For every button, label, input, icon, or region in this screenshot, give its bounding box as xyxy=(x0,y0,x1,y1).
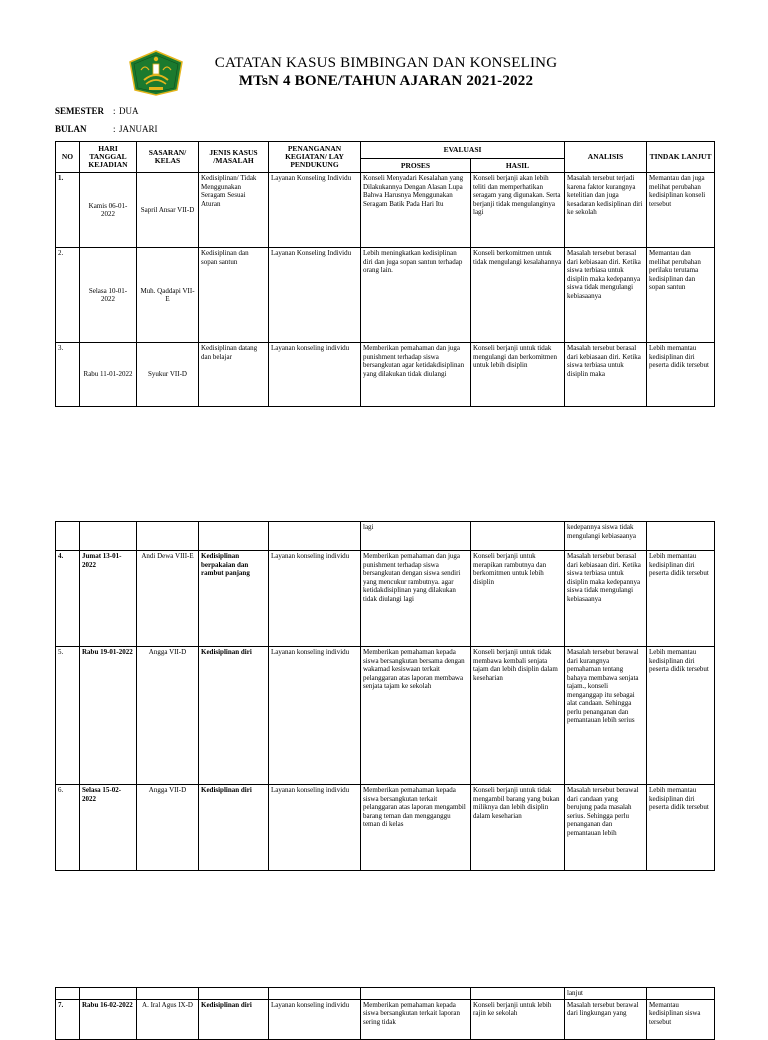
cell-hari: Rabu 16-02-2022 xyxy=(80,999,137,1039)
cell-tindak: Memantau dan melihat perubahan perilaku terutama kedisiplinan dan sopan santun xyxy=(647,248,715,343)
cell-analisis: Masalah tersebut berawal dari kurangnya pemahaman tentang bahaya membawa senjata tajam., konseli menganggap itu sebagai alat candaan. Sehingga perlu penanganan dan pemantauan lebih serius xyxy=(565,647,647,785)
cell-tindak: Memantau kedisiplinan siswa tersebut xyxy=(647,999,715,1039)
table-row-continuation xyxy=(56,988,715,1000)
table-row xyxy=(56,785,715,871)
cell-hari: Rabu 11-01-2022 xyxy=(80,343,137,407)
cell-proses: Memberikan pemahaman dan juga punishment terhadap siswa bersangkutan agar ketidakdisiplinan yang dilakukan tidak diulangi xyxy=(361,343,471,407)
cell-sasaran: Angga VII-D xyxy=(137,785,199,871)
cell-hasil: Konseli berjanji untuk lebih rajin ke sekolah xyxy=(471,999,565,1039)
table-row-continuation xyxy=(56,522,715,551)
table-header-row xyxy=(56,142,715,159)
cell-proses: Konseli Menyadari Kesalahan yang Dilakukannya Dengan Alasan Lupa Bahwa Harusnya Menggunakan Seragam Batik Pada Hari Itu xyxy=(361,173,471,248)
cell-hasil: Konseli berkomitmen untuk tidak mengulangi kesalahannya xyxy=(471,248,565,343)
document-header xyxy=(186,54,586,90)
cell-penanganan: Layanan konseling individu xyxy=(269,343,361,407)
cell-analisis: Masalah tersebut berasal dari kebiasaan diri. Ketika siswa terbiasa untuk disiplin maka xyxy=(565,343,647,407)
cell-proses: Lebih meningkatkan kedisiplinan diri dan juga sopan santun terhadap orang lain. xyxy=(361,248,471,343)
cell-sasaran: Angga VII-D xyxy=(137,647,199,785)
cell-hari: Selasa 15-02-2022 xyxy=(80,785,137,871)
cell-no: 2. xyxy=(56,248,80,343)
table-row xyxy=(56,647,715,785)
cell-tindak: Lebih memantau kedisiplinan diri peserta didik tersebut xyxy=(647,551,715,647)
cell-hasil: Konseli berjanji untuk tidak mengambil barang yang bukan miliknya dan lebih disiplin dalam keseharian xyxy=(471,785,565,871)
cell-hasil: Konseli berjanji akan lebih teliti dan memperhatikan seragam yang digunakan. Serta berjanji tidak mengulanginya lagi xyxy=(471,173,565,248)
col-hasil: HASIL xyxy=(471,159,565,173)
cell-tindak: Memantau dan juga melihat perubahan kedisiplinan konseli tersebut xyxy=(647,173,715,248)
cell-hari: Jumat 13-01-2022 xyxy=(80,551,137,647)
cell-hari: Rabu 19-01-2022 xyxy=(80,647,137,785)
bulan-value: JANUARI xyxy=(119,124,158,134)
cell-analisis: Masalah tersebut berasal dari kebiasaan diri. Ketika siswa terbiasa untuk disiplin maka kedepannya siswa tidak mengulangi kebiasaanya xyxy=(565,248,647,343)
cell-no: 7. xyxy=(56,999,80,1039)
cell-analisis: Masalah tersebut berawal dari lingkungan yang xyxy=(565,999,647,1039)
cell-sasaran: Muh. Qaddapi VII-E xyxy=(137,248,199,343)
cell-hasil: Konseli berjanji untuk tidak mengulangi dan berkomitmen untuk lebih disiplin xyxy=(471,343,565,407)
col-tindak: TINDAK LANJUT xyxy=(647,142,715,173)
cell-jenis: Kedisiplinan diri xyxy=(199,785,269,871)
cell-analisis: Masalah tersebut berasal dari kebiasaan diri. Ketika siswa terbiasa untuk disiplin maka kedepannya siswa tidak mengulangi kebiasaanya xyxy=(565,551,647,647)
table-row xyxy=(56,551,715,647)
cell-penanganan: Layanan konseling individu xyxy=(269,647,361,785)
bulan-row: BULAN : JANUARI xyxy=(55,124,158,134)
cell-sasaran: Sapril Ansar VII-D xyxy=(137,173,199,248)
cell-no: 1. xyxy=(56,173,80,248)
cell-tindak: Lebih memantau kedisiplinan diri peserta didik tersebut xyxy=(647,647,715,785)
case-table-page-1 xyxy=(55,141,715,407)
cell-jenis: Kedisiplinan dan sopan santun xyxy=(199,248,269,343)
cell-jenis: Kedisiplinan diri xyxy=(199,647,269,785)
case-table-page-3 xyxy=(55,987,715,1040)
cell-jenis: Kedisiplinan diri xyxy=(199,999,269,1039)
cell-no: 5. xyxy=(56,647,80,785)
cell-jenis: Kedisiplinan datang dan belajar xyxy=(199,343,269,407)
col-jenis: JENIS KASUS /MASALAH xyxy=(199,142,269,173)
cell-penanganan: Layanan konseling individu xyxy=(269,999,361,1039)
cell-tindak: Lebih memantau kedisiplinan diri peserta didik tersebut xyxy=(647,785,715,871)
cell-penanganan: Layanan Konseling Individu xyxy=(269,248,361,343)
col-proses: PROSES xyxy=(361,159,471,173)
cell-analisis: Masalah tersebut berawal dari candaan yang berujung pada masalah serius. Sehingga perlu penanganan dan pemantauan lebih xyxy=(565,785,647,871)
col-sasaran: SASARAN/ KELAS xyxy=(137,142,199,173)
cell-sasaran: Andi Dewa VIII-E xyxy=(137,551,199,647)
cell-jenis: Kedisiplinan/ Tidak Menggunakan Seragam Sesuai Aturan xyxy=(199,173,269,248)
col-evaluasi: EVALUASI xyxy=(361,142,565,159)
cell-proses: Memberikan pemahaman kepada siswa bersangkutan terkait pelanggaran atas laporan mengambil barang teman dan mengganggu teman di kelas xyxy=(361,785,471,871)
cell-proses: Memberikan pemahaman dan juga punishment terhadap siswa bersangkutan dengan siswa sendiri yang mencukur rambutnya. agar ketidakdisiplinan yang dilakukan tidak diulangi lagi xyxy=(361,551,471,647)
cell-no: 4. xyxy=(56,551,80,647)
table-row xyxy=(56,248,715,343)
col-analisis: ANALISIS xyxy=(565,142,647,173)
cell-no: 3. xyxy=(56,343,80,407)
document-subtitle: MTsN 4 BONE/TAHUN AJARAN 2021-2022 xyxy=(238,73,534,89)
semester-row: SEMESTER : DUA xyxy=(55,106,139,116)
cell-analisis: lanjut xyxy=(565,988,647,1000)
col-penanganan: PENANGANAN KEGIATAN/ LAY PENDUKUNG xyxy=(269,142,361,173)
cell-penanganan: Layanan konseling individu xyxy=(269,551,361,647)
cell-hasil: Konseli berjanji untuk merapikan rambutnya dan berkomitmen untuk lebih disiplin xyxy=(471,551,565,647)
semester-value: DUA xyxy=(119,106,139,116)
table-row xyxy=(56,343,715,407)
table-row xyxy=(56,173,715,248)
cell-analisis: Masalah tersebut terjadi karena faktor kurangnya ketelitian dan juga kesadaran kedisiplinan diri ke sekolah xyxy=(565,173,647,248)
cell-penanganan: Layanan konseling individu xyxy=(269,785,361,871)
cell-hari: Selasa 10-01-2022 xyxy=(80,248,137,343)
cell-proses: Memberikan pemahaman kepada siswa bersangkutan bersama dengan wakamad kesiswaan terkait pelanggaran atas laporan membawa senjata tajam ke sekolah xyxy=(361,647,471,785)
cell-analisis: kedepannya siswa tidak mengulangi kebiasaanya xyxy=(565,522,647,551)
cell-sasaran: Syukur VII-D xyxy=(137,343,199,407)
cell-tindak: Lebih memantau kedisiplinan diri peserta didik tersebut xyxy=(647,343,715,407)
document-title: CATATAN KASUS BIMBINGAN DAN KONSELING xyxy=(214,55,558,71)
bulan-label: BULAN xyxy=(55,124,87,134)
cell-jenis: Kedisiplinan berpakaian dan rambut panjang xyxy=(199,551,269,647)
cell-sasaran: A. Iral Agus IX-D xyxy=(137,999,199,1039)
cell-penanganan: Layanan Konseling Individu xyxy=(269,173,361,248)
kemenag-emblem-icon xyxy=(127,50,185,96)
semester-label: SEMESTER xyxy=(55,106,105,116)
cell-proses: lagi xyxy=(361,522,471,551)
case-table-page-2 xyxy=(55,521,715,871)
cell-proses: Memberikan pemahaman kepada siswa bersangkutan terkait laporan sering tidak xyxy=(361,999,471,1039)
cell-hasil: Konseli berjanji untuk tidak membawa kembali senjata tajam dan lebih disiplin dalam keseharian xyxy=(471,647,565,785)
table-row xyxy=(56,999,715,1039)
col-hari: HARI TANGGAL KEJADIAN xyxy=(80,142,137,173)
cell-hari: Kamis 06-01-2022 xyxy=(80,173,137,248)
cell-no: 6. xyxy=(56,785,80,871)
col-no: NO xyxy=(56,142,80,173)
